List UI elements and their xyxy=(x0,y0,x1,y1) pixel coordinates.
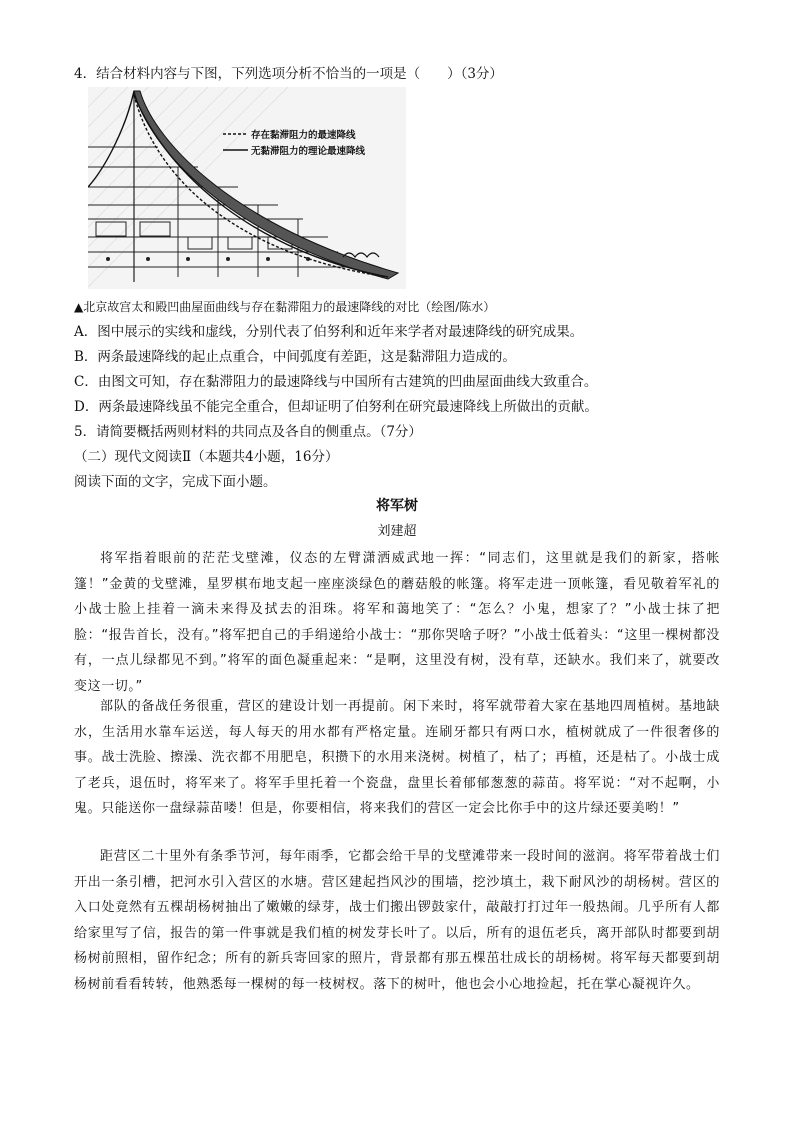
section-heading: （二）现代文阅读Ⅱ（本题共4小题，16分） xyxy=(74,449,339,465)
roof-curve-figure xyxy=(88,87,406,289)
article-author: 刘建超 xyxy=(377,524,417,539)
article-paragraph-3: 距营区二十里外有条季节河，每年雨季，它都会给干旱的戈壁滩带来一段时间的滋润。将军带着战士们开出一条引槽，把河水引入营区的水塘。营区建起挡风沙的围墙，挖沙填土，栽下耐风沙的胡杨树。营区的入口处竟然有五棵胡杨树抽出了嫩嫩的绿芽，战士们搬出锣鼓家什，敲敲打打过年一般热闹。几乎所有人都给家里写了信，报告的第一件事就是我们植的树发芽长叶了。以后，所有的退伍老兵，离开部队时都要到胡杨树前照相，留作纪念；所有的新兵寄回家的照片，背景都有那五棵茁壮成长的胡杨树。将军每天都要到胡杨树前看看转转，他熟悉每一棵树的每一枝树杈。落下的树叶，他也会小心地捡起，托在掌心凝视许久。 xyxy=(74,849,720,992)
article-paragraph-2: 部队的备战任务很重，营区的建设计划一再提前。闲下来时，将军就带着大家在基地四周植树。基地缺水，生活用水靠车运送，每人每天的用水都有严格定量。连刷牙都只有两口水，植树就成了一件很奢侈的事。战士洗脸、擦澡、洗衣都不用肥皂，积攒下的水用来浇树。树植了，枯了；再植，还是枯了。小战士成了老兵，退伍时，将军来了。将军手里托着一个瓷盘，盘里长着郁郁葱葱的蒜苗。将军说：“对不起啊，小鬼。只能送你一盘绿蒜苗喽！但是，你要相信，将来我们的营区一定会比你手中的这片绿还要美哟！” xyxy=(74,699,720,816)
article-paragraph-1: 将军指着眼前的茫茫戈壁滩，仪态的左臂潇洒威武地一挥：“同志们，这里就是我们的新家，搭帐篷！”金黄的戈壁滩，星罗棋布地支起一座座淡绿色的蘑菇般的帐篷。将军走进一顶帐篷，看见敬着军礼的小战士脸上挂着一滴未来得及拭去的泪珠。将军和蔼地笑了：“怎么？小鬼，想家了？”小战士抹了把脸：“报告首长，没有。”将军把自己的手绢递给小战士：“那你哭啥子呀？”小战士低着头：“这里一棵树都没有，一点儿绿都见不到。”将军的面色凝重起来：“是啊，这里没有树，没有草，还缺水。我们来了，就要改变这一切。” xyxy=(74,551,720,694)
section-instruction: 阅读下面的文字，完成下面小题。 xyxy=(74,474,277,490)
option-a: A．图中展示的实线和虚线，分别代表了伯努利和近年来学者对最速降线的研究成果。 xyxy=(74,324,584,340)
figure-caption: ▲北京故宫太和殿凹曲屋面曲线与存在黏滞阻力的最速降线的对比（绘图/陈水） xyxy=(74,300,496,314)
question-4-stem: 4．结合材料内容与下图，下列选项分析不恰当的一项是（ ）（3分） xyxy=(74,66,503,82)
roof-diagram-svg xyxy=(88,87,406,289)
legend-dashed-label: 存在黏滞阻力的最速降线 xyxy=(251,130,356,141)
option-d: D．两条最速降线虽不能完全重合，但却证明了伯努利在研究最速降线上所做出的贡献。 xyxy=(74,399,598,415)
article-title: 将军树 xyxy=(376,498,418,514)
legend-solid-label: 无黏滞阻力的理论最速降线 xyxy=(251,146,366,157)
option-b: B．两条最速降线的起止点重合，中间弧度有差距，这是黏滞阻力造成的。 xyxy=(74,349,516,365)
option-c: C．由图文可知，存在黏滞阻力的最速降线与中国所有古建筑的凹曲屋面曲线大致重合。 xyxy=(74,374,598,390)
question-5-stem: 5．请简要概括两则材料的共同点及各自的侧重点。（7分） xyxy=(74,424,422,440)
